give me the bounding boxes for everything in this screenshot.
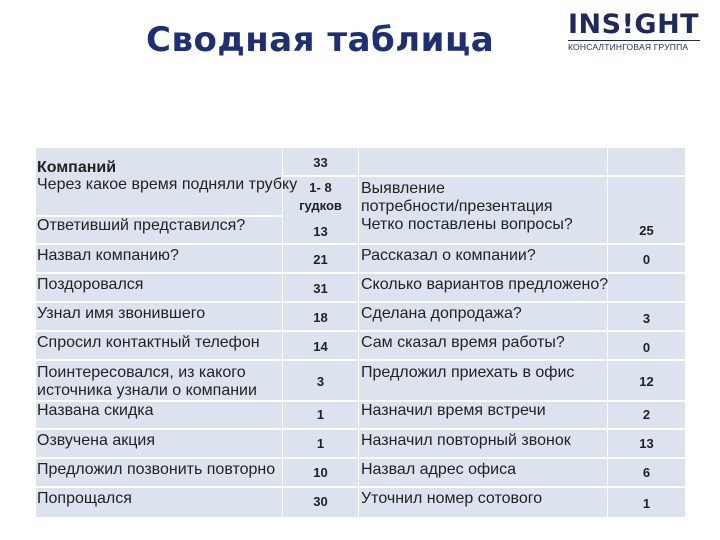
page-title: Сводная таблица <box>146 20 495 60</box>
row-label: Рассказал о компании? <box>361 247 536 264</box>
row-label: Назначил время встречи <box>361 402 546 419</box>
table-cell-bg <box>608 148 685 176</box>
value-cell: 3 <box>642 311 651 326</box>
row-label: Четко поставлены вопросы? <box>361 216 573 233</box>
value-cell: 18 <box>313 310 328 325</box>
table-cell-bg <box>608 274 685 302</box>
row-label: Предложил приехать в офис <box>361 364 575 381</box>
value-cell: 6 <box>642 465 651 480</box>
row-label: Спросил контактный телефон <box>37 334 260 351</box>
row-label: Назвал адрес офиса <box>361 461 516 478</box>
row-label: Через какое время подняли трубку <box>37 176 298 193</box>
row-label: Предложил позвонить повторно <box>37 461 276 478</box>
value-cell: 12 <box>639 374 654 389</box>
row-label: Поинтересовался, из какого <box>37 364 246 381</box>
row-label: Сколько вариантов предложено? <box>361 276 609 293</box>
value-cell: 30 <box>313 494 328 509</box>
value-cell: 2 <box>642 407 651 422</box>
value-cell: 21 <box>313 252 328 267</box>
row-label: Ответивший представился? <box>37 217 246 234</box>
value-cell: 10 <box>313 465 328 480</box>
value-cell: 13 <box>639 436 654 451</box>
row-label: источника узнали о компании <box>37 382 257 399</box>
value-cell: 1 <box>316 436 325 451</box>
row-label-companies: Компаний <box>37 159 117 176</box>
company-logo <box>568 10 700 52</box>
table-cell-bg <box>359 148 607 176</box>
value-cell: 14 <box>313 339 328 354</box>
row-label: Назвал компанию? <box>37 247 179 264</box>
value-cell: 0 <box>642 340 651 355</box>
row-label: Узнал имя звонившего <box>37 305 206 322</box>
row-label: Уточнил номер сотового <box>361 490 543 507</box>
value-cell: 1- 8 <box>309 180 332 195</box>
row-label: Поздоровался <box>37 276 144 293</box>
value-companies: 33 <box>313 155 328 170</box>
value-cell: 13 <box>313 224 328 239</box>
row-label: Озвучена акция <box>37 432 156 449</box>
row-label: потребности/презентация <box>361 198 553 215</box>
row-label: Выявление <box>361 180 445 197</box>
value-cell: 1 <box>642 496 651 511</box>
value-cell: 31 <box>313 281 328 296</box>
value-cell: 25 <box>639 223 654 238</box>
logo-wordmark: INS!GHT <box>568 9 700 40</box>
value-cell: 3 <box>316 374 325 389</box>
row-label: Сделана допродажа? <box>361 305 522 322</box>
value-cell: гудков <box>299 198 342 213</box>
value-cell: 1 <box>316 407 325 422</box>
logo-tagline: КОНСАЛТИНГОВАЯ ГРУППА <box>568 40 700 52</box>
row-label: Сам сказал время работы? <box>361 334 565 351</box>
row-label: Назначил повторный звонок <box>361 432 571 449</box>
row-label: Названа скидка <box>37 402 154 419</box>
row-label: Попрощался <box>37 490 132 507</box>
value-cell: 0 <box>642 252 651 267</box>
